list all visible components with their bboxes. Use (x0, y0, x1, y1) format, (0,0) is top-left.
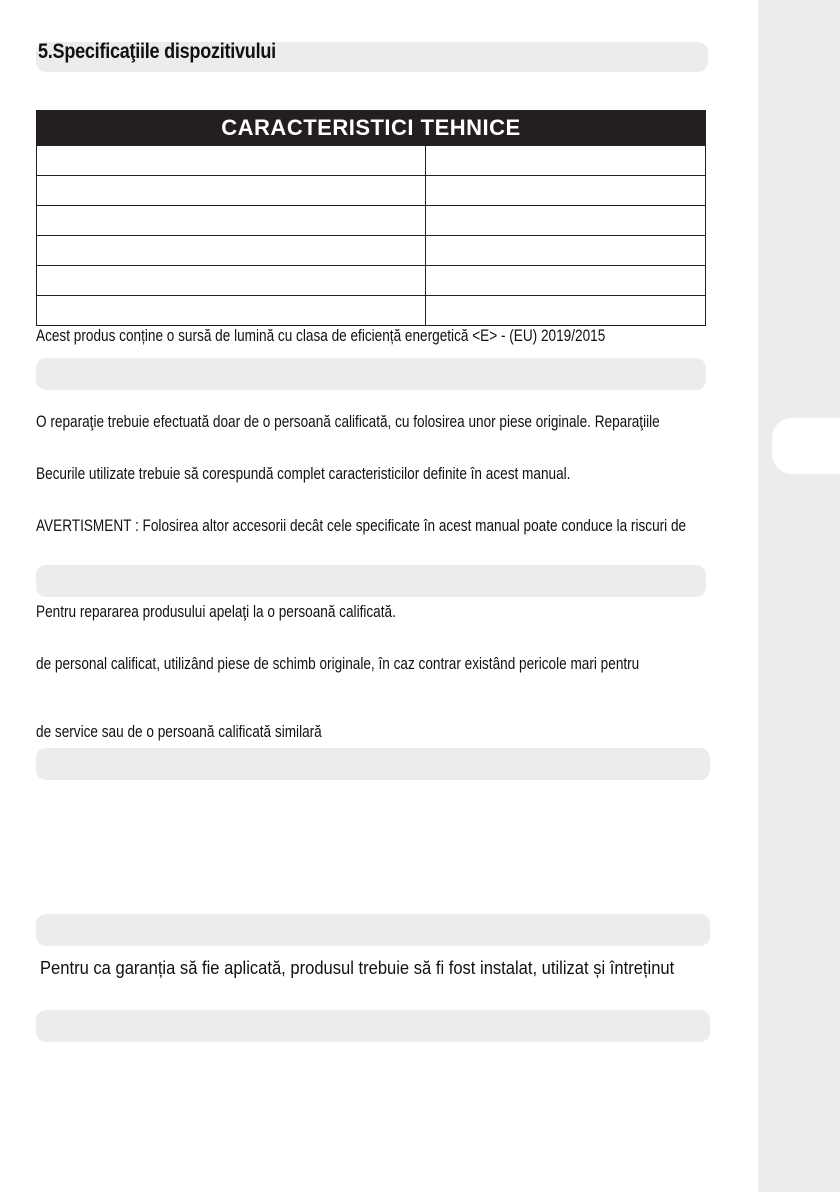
table-cell (426, 296, 706, 326)
table-cell (426, 266, 706, 296)
spec-table-header: CARACTERISTICI TEHNICE (37, 111, 706, 146)
warranty-text: Pentru ca garanția să fie aplicată, produsul trebuie să fi fost instalat, utilizat și întreținut (40, 958, 675, 978)
service-text: de service sau de o persoană calificată similară (36, 722, 322, 741)
table-row (37, 176, 706, 206)
table-cell (426, 206, 706, 236)
table-row (37, 146, 706, 176)
repair-call-text: Pentru repararea produsului apelaţi la o persoană calificată. (36, 602, 396, 621)
table-row (37, 296, 706, 326)
table-cell (426, 176, 706, 206)
table-cell (37, 206, 426, 236)
table-cell (426, 146, 706, 176)
energy-class-text: Acest produs conține o sursă de lumină cu clasa de eficiență energetică <E> - (EU) 2019/2015 (36, 326, 606, 345)
spec-table (36, 110, 706, 326)
table-cell (37, 266, 426, 296)
section-bar (36, 565, 706, 597)
section-bar (36, 748, 710, 780)
table-row (37, 236, 706, 266)
table-row (37, 206, 706, 236)
table-cell (37, 176, 426, 206)
table-cell (37, 296, 426, 326)
bulbs-text: Becurile utilizate trebuie să corespundă complet caracteristicilor definite în acest manual. (36, 464, 571, 483)
side-margin-strip (758, 0, 840, 1192)
side-tab-marker (772, 418, 840, 474)
warning-text: AVERTISMENT : Folosirea altor accesorii decât cele specificate în acest manual poate conduce la riscuri de (36, 516, 687, 535)
table-cell (426, 236, 706, 266)
section-bar (36, 914, 710, 946)
section-bar (36, 358, 706, 390)
table-cell (37, 146, 426, 176)
section-bar (36, 1010, 710, 1042)
section-heading: 5.Specificaţiile dispozitivului (38, 40, 276, 63)
table-row (37, 266, 706, 296)
repair-text: O reparaţie trebuie efectuată doar de o persoană calificată, cu folosirea unor piese originale. Reparaţiile (36, 412, 660, 431)
table-cell (37, 236, 426, 266)
personnel-text: de personal calificat, utilizând piese de schimb originale, în caz contrar existând pericole mari pentru (36, 654, 640, 673)
